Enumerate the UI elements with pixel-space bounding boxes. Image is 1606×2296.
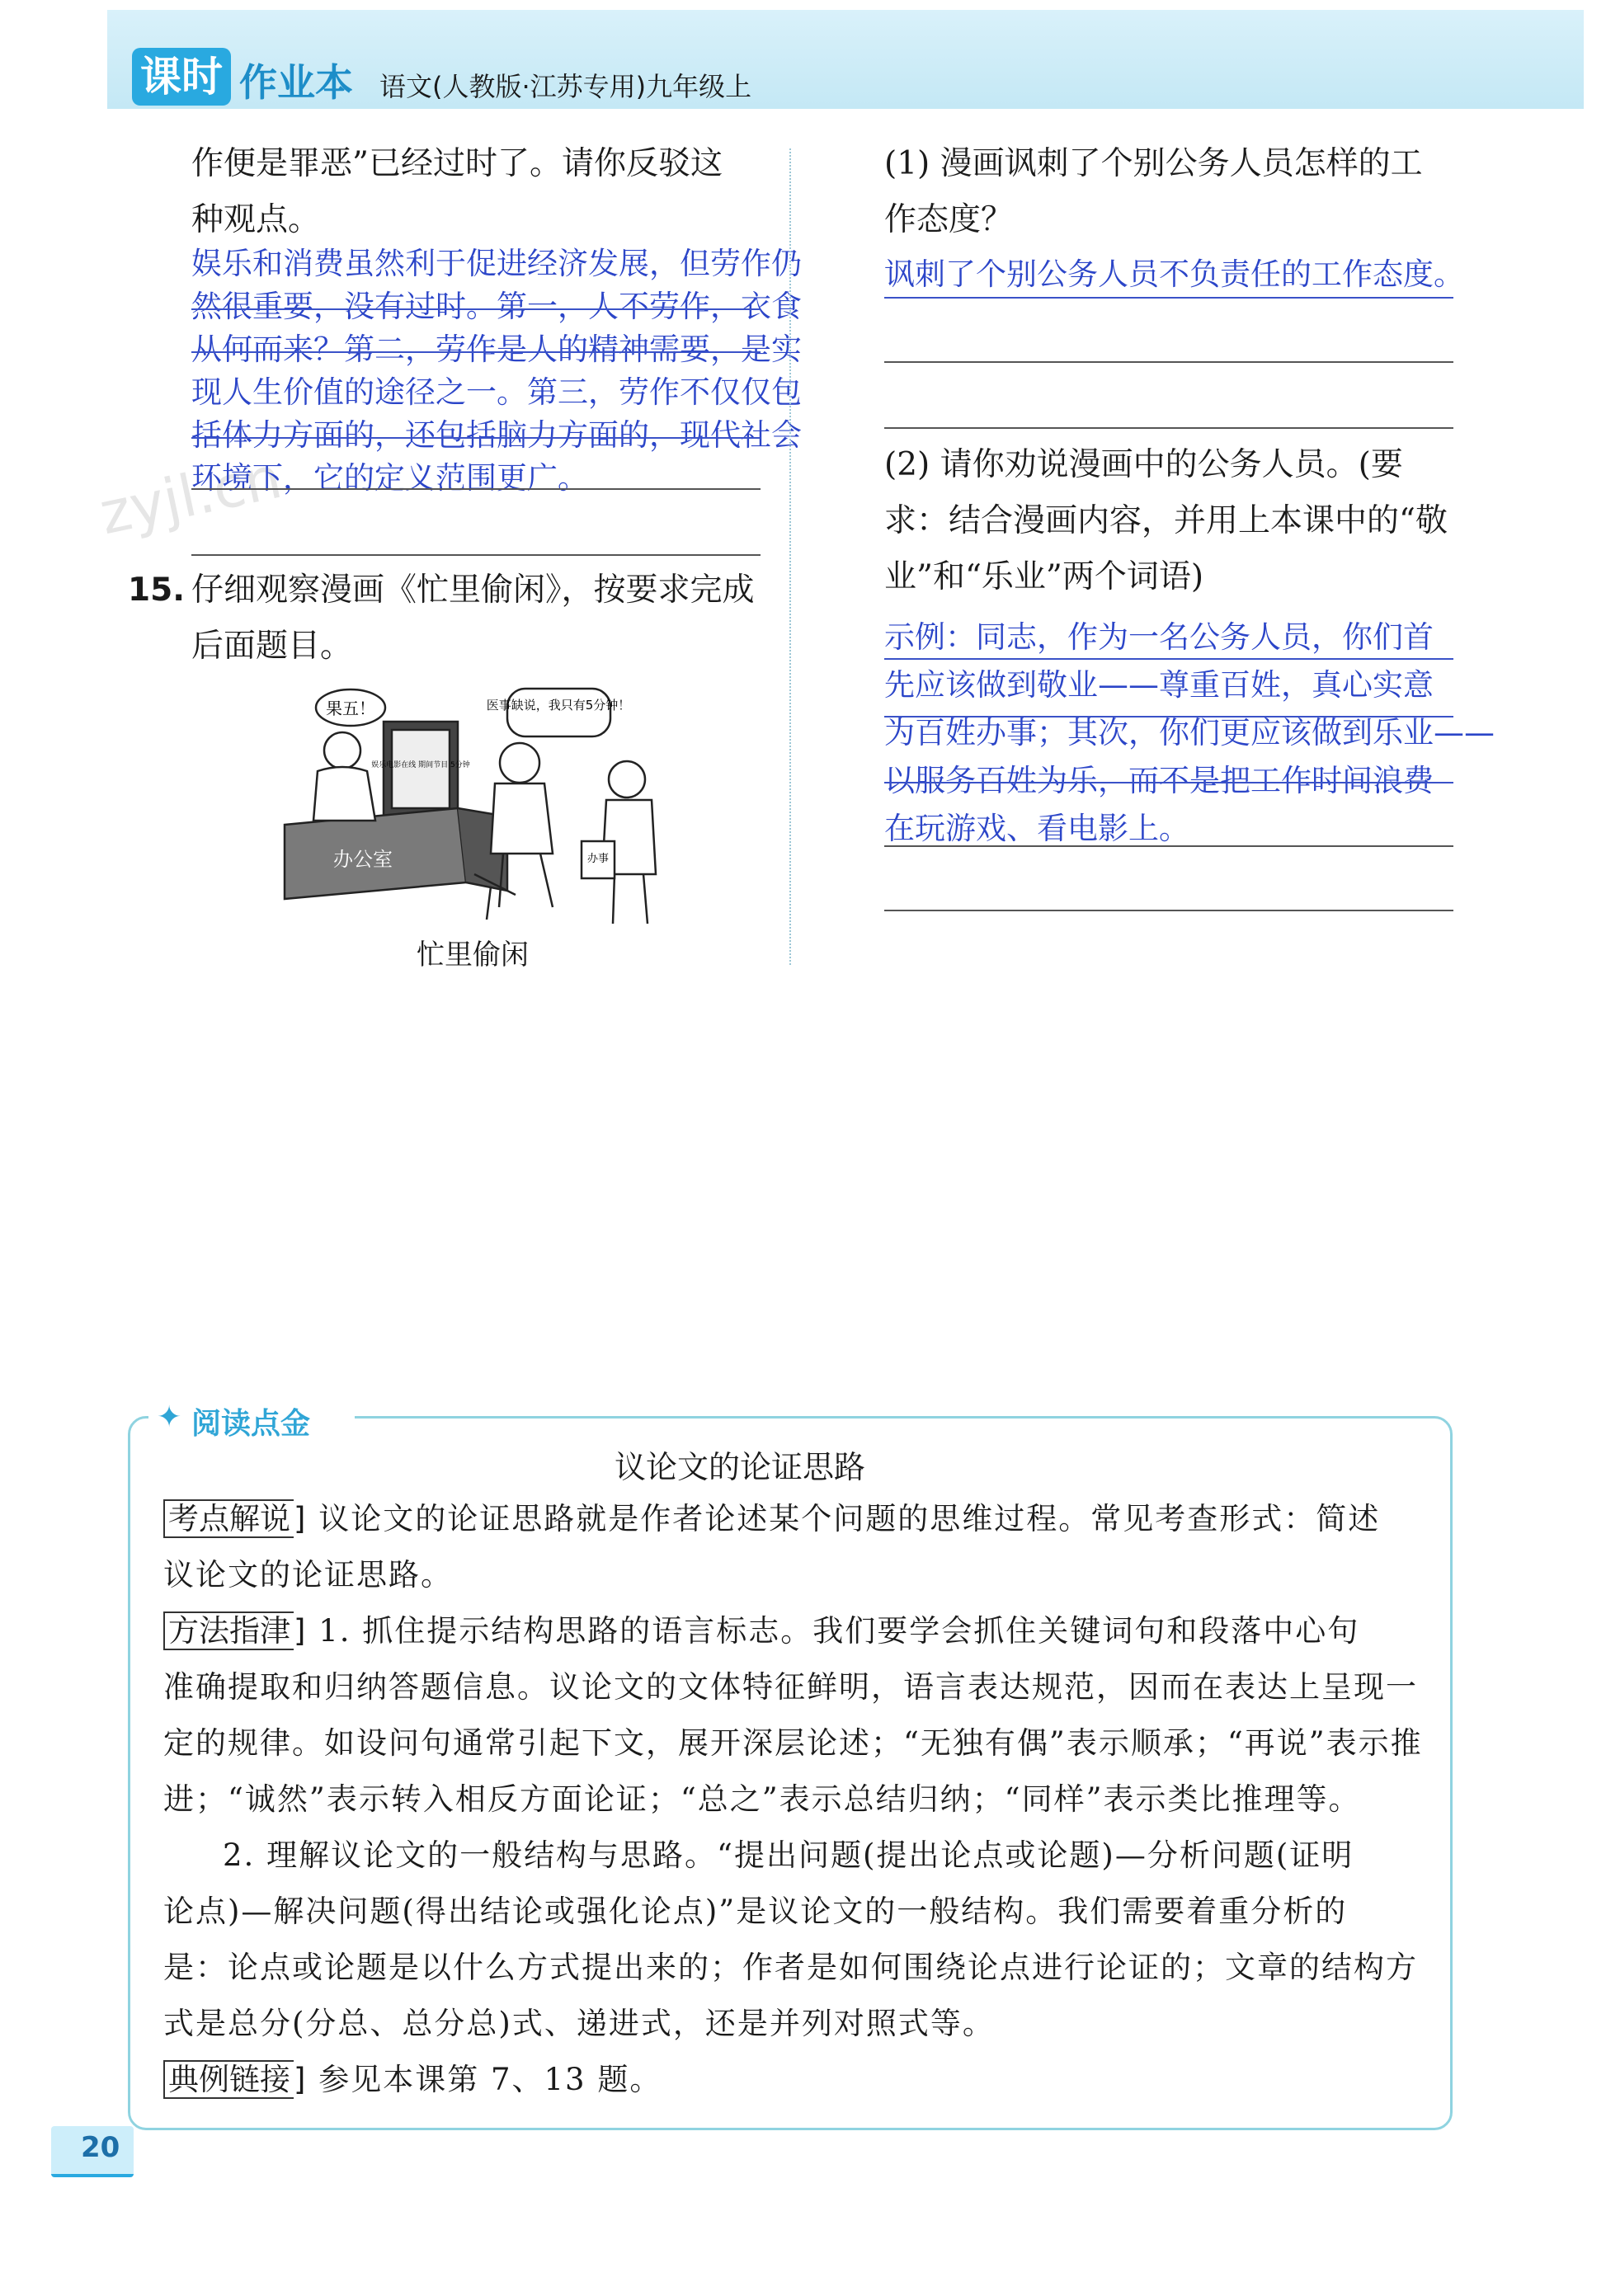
cartoon-caption: 忙里偷闲	[417, 939, 529, 972]
cartoon-illustration	[268, 685, 689, 928]
book-logo: 课时	[132, 48, 231, 106]
watermark: zyjl.cn	[93, 443, 288, 548]
tip-line: 定的规律。如设问句通常引起下文，展开深层论述；“无独有偶”表示顺承；“再说”表示推	[163, 1725, 1423, 1761]
answer-rule	[884, 910, 1453, 911]
q14-text-line: 作便是罪恶”已经过时了。请你反驳这	[191, 145, 723, 182]
q2-text-line: 求：结合漫画内容，并用上本课中的“敬	[884, 502, 1448, 539]
tip-line: 论点)—解决问题(得出结论或强化论点)”是议论文的一般结构。我们需要着重分析的	[163, 1894, 1348, 1929]
book-title: 作业本	[239, 60, 353, 105]
paper-text: 办事	[586, 853, 610, 865]
answer-rule	[191, 351, 761, 353]
tag-example: 典例链接	[163, 2060, 294, 2099]
answer-rule	[884, 427, 1453, 429]
q2-answer-line: 示例：同志，作为一名公务人员，你们首	[884, 619, 1434, 655]
desk-sign: 办公室	[333, 848, 393, 871]
tip-line: 进；“诚然”表示转入相反方面论证；“总之”表示总结归纳；“同样”表示类比推理等。	[163, 1781, 1361, 1817]
q15-text-line: 仔细观察漫画《忙里偷闲》，按要求完成	[191, 572, 755, 609]
answer-rule	[884, 361, 1453, 363]
q2-answer-line: 以服务百姓为乐，而不是把工作时间浪费	[884, 763, 1434, 798]
q1-answer: 讽刺了个别公务人员不负责任的工作态度。	[884, 256, 1464, 292]
q14-answer-line: 括体力方面的，还包括脑力方面的，现代社会	[191, 417, 802, 453]
tip-line: 准确提取和归纳答题信息。议论文的文体特征鲜明，语言表达规范，因而在表达上呈现一	[163, 1669, 1418, 1705]
q2-answer-line: 在玩游戏、看电影上。	[884, 811, 1189, 846]
tip-line: 方法指津 ] 1. 抓住提示结构思路的语言标志。我们要学会抓住关键词句和段落中心句	[163, 1603, 1359, 1659]
page-number: 20	[81, 2131, 120, 2164]
tip-line: 考点解说 ] 议论文的论证思路就是作者论述某个问题的思维过程。常见考查形式：简述	[163, 1491, 1380, 1547]
answer-rule	[884, 716, 1453, 718]
q1-text-line: 作态度？	[884, 201, 1014, 238]
tip-label: 阅读点金	[191, 1407, 311, 1441]
q14-answer-line: 然很重要，没有过时。第一，人不劳作，衣食	[191, 289, 802, 324]
q14-answer-line: 娱乐和消费虽然利于促进经济发展，但劳作仍	[191, 246, 802, 281]
tip-title: 议论文的论证思路	[615, 1449, 866, 1485]
q2-text-line: 业”和“乐业”两个词语)	[884, 558, 1204, 595]
q15-number: 15.	[128, 572, 186, 609]
q14-answer-line: 从何而来？第二，劳作是人的精神需要，是实	[191, 332, 802, 367]
answer-rule	[884, 845, 1453, 847]
tip-line: 议论文的论证思路。	[163, 1557, 453, 1593]
tag-exam-point: 考点解说	[163, 1499, 294, 1538]
answer-rule	[191, 308, 761, 310]
tip-text: 议论文的论证思路就是作者论述某个问题的思维过程。常见考查形式：简述	[318, 1501, 1381, 1536]
answer-rule	[884, 782, 1453, 783]
screen-text: 娱乐电影在线 期间节目 5分钟	[371, 761, 470, 769]
q2-answer-line: 为百姓办事；其次，你们更应该做到乐业——	[884, 715, 1495, 750]
q2-text-line: (2) 请你劝说漫画中的公务人员。(要	[884, 446, 1403, 483]
answer-rule	[884, 658, 1453, 660]
tip-text: 参见本课第 7、13 题。	[318, 2062, 662, 2097]
column-divider	[789, 148, 791, 965]
tip-line: 式是总分(分总、总分总)式、递进式，还是并列对照式等。	[163, 2006, 995, 2041]
q14-answer-line: 现人生价值的途径之一。第三，劳作不仅仅包	[191, 374, 802, 410]
tag-method: 方法指津	[163, 1611, 294, 1650]
q2-answer-line: 先应该做到敬业——尊重百姓，真心实意	[884, 667, 1434, 703]
q14-text-line: 种观点。	[191, 201, 321, 238]
tip-text: 1. 抓住提示结构思路的语言标志。我们要学会抓住关键词句和段落中心句	[318, 1613, 1360, 1649]
answer-rule	[191, 554, 761, 556]
answer-rule	[191, 437, 761, 439]
bubble-text-2: 医事缺说，我只有5分钟！	[486, 698, 631, 713]
q15-text-line: 后面题目。	[191, 628, 353, 665]
sparkle-icon: ✦	[157, 1400, 182, 1434]
q1-text-line: (1) 漫画讽刺了个别公务人员怎样的工	[884, 145, 1423, 182]
answer-rule	[884, 297, 1453, 299]
book-subject: 语文(人教版·江苏专用)九年级上	[379, 71, 752, 102]
q14-answer-line: 环境下，它的定义范围更广。	[191, 460, 588, 496]
tip-line: 是：论点或论题是以什么方式提出来的；作者是如何围绕论点进行论证的；文章的结构方	[163, 1950, 1418, 1985]
answer-rule	[191, 488, 761, 490]
tip-line: 2. 理解议论文的一般结构与思路。“提出问题(提出论点或论题)—分析问题(证明	[223, 1837, 1354, 1873]
bubble-text-1: 果五！	[326, 699, 375, 718]
tip-line: 典例链接 ] 参见本课第 7、13 题。	[163, 2052, 662, 2108]
